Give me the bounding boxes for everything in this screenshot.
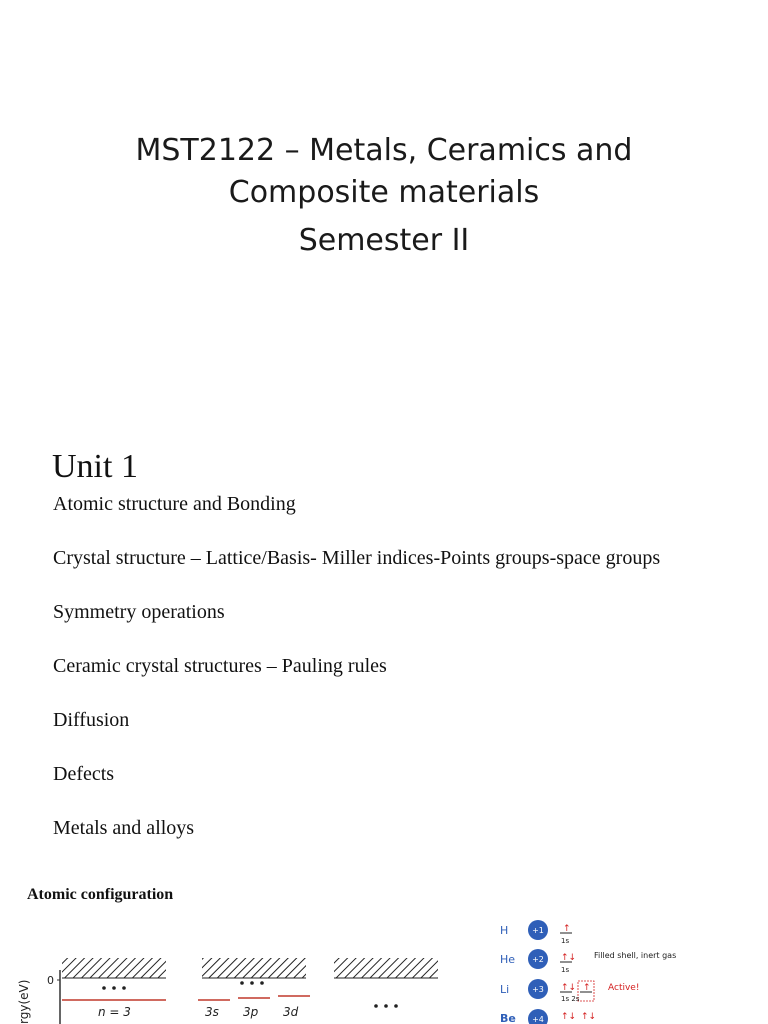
continuum-hatch: [334, 958, 438, 978]
topic-item: Symmetry operations: [53, 601, 225, 623]
active-note: Active!: [608, 983, 640, 993]
topic-item: Ceramic crystal structures – Pauling rules: [53, 655, 387, 677]
title-block: [0, 130, 768, 262]
topic-list: [53, 491, 660, 869]
shell-note: Filled shell, inert gas: [594, 951, 677, 960]
element-symbol: H: [500, 924, 509, 937]
orbital-name: 1s: [561, 937, 570, 945]
up-arrow-icon: ↑: [563, 924, 571, 934]
shell-filling-figure: [496, 915, 768, 1024]
orbital-name: 1s 2s: [561, 995, 580, 1003]
ellipsis-dot: [240, 981, 244, 985]
topic-item: Defects: [53, 763, 115, 785]
course-title-line-1: MST2122 – Metals, Ceramics and: [135, 133, 633, 168]
topic-item: Diffusion: [53, 709, 130, 731]
energy-level-diagram: [0, 940, 470, 1024]
energy-axis-label: rgy(eV): [17, 979, 31, 1024]
up-down-arrow-icon: ↑↓: [561, 1012, 577, 1022]
ellipsis-dot: [394, 1004, 398, 1008]
up-down-arrow-icon: ↑↓: [561, 983, 577, 993]
element-symbol: He: [500, 953, 516, 966]
figure-caption: Atomic configuration: [27, 886, 174, 903]
element-symbol: Li: [500, 983, 510, 996]
up-down-arrow-icon: ↑↓: [581, 1012, 597, 1022]
ellipsis-dot: [384, 1004, 388, 1008]
ellipsis-dot: [122, 986, 126, 990]
semester-label: Semester II: [298, 223, 470, 258]
topic-item: Atomic structure and Bonding: [53, 493, 296, 515]
nucleus-charge: +3: [532, 985, 544, 994]
orbital-label-3p: 3p: [243, 1005, 259, 1019]
nucleus-charge: +4: [532, 1015, 544, 1024]
up-down-arrow-icon: ↑↓: [561, 953, 577, 963]
ellipsis-dot: [250, 981, 254, 985]
ellipsis-dot: [260, 981, 264, 985]
orbital-label-3d: 3d: [283, 1005, 299, 1019]
up-arrow-icon: ↑: [583, 983, 591, 993]
level-label-n3: n = 3: [98, 1005, 131, 1019]
unit-heading: Unit 1: [52, 448, 138, 485]
ellipsis-dot: [102, 986, 106, 990]
ellipsis-dot: [374, 1004, 378, 1008]
nucleus-charge: +1: [532, 926, 544, 935]
nucleus-charge: +2: [532, 955, 544, 964]
orbital-name: 1s: [561, 966, 570, 974]
topic-item: Crystal structure – Lattice/Basis- Miller indices-Points groups-space groups: [53, 547, 661, 569]
element-symbol: Be: [500, 1012, 516, 1024]
ellipsis-dot: [112, 986, 116, 990]
zero-tick-label: 0: [47, 974, 54, 987]
orbital-label-3s: 3s: [205, 1005, 219, 1019]
course-title-line-2: Composite materials: [228, 175, 540, 210]
topic-item: Metals and alloys: [53, 817, 195, 839]
continuum-hatch: [202, 958, 306, 978]
continuum-hatch: [62, 958, 166, 978]
